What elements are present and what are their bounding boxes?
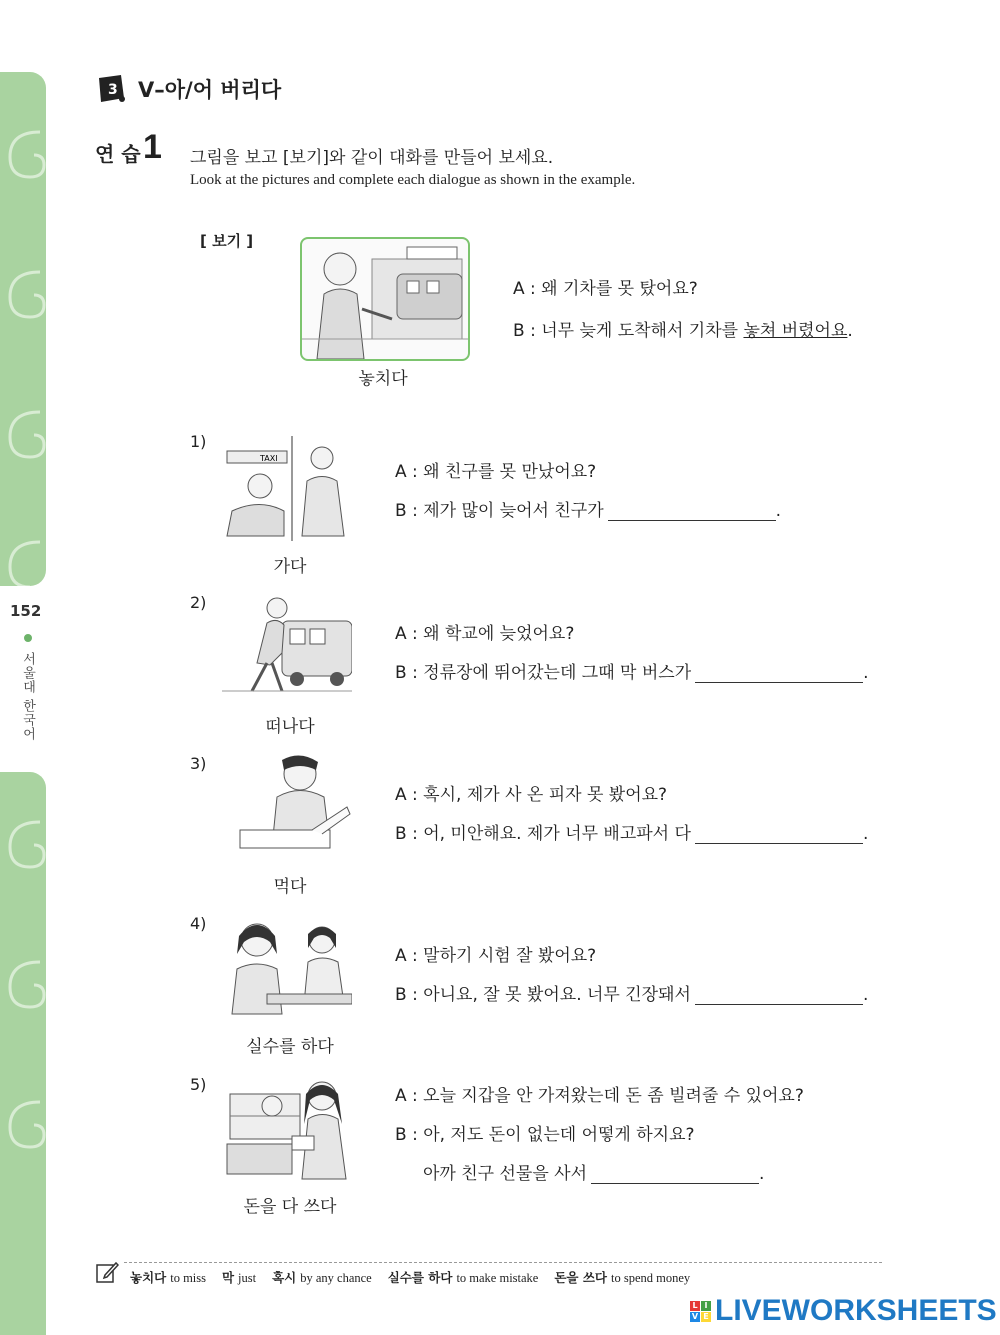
item-number: 3) — [190, 754, 207, 773]
vocab-en: by any chance — [300, 1271, 372, 1285]
instruction-english: Look at the pictures and complete each dialogue as shown in the example. — [190, 172, 636, 188]
example-line-a: A : 왜 기차를 못 탔어요? — [513, 279, 698, 299]
live-letter: L — [690, 1301, 700, 1311]
item-line-c-text: 아까 친구 선물을 사서 — [423, 1164, 588, 1184]
page-number: 152 — [10, 602, 42, 620]
vocab-divider — [124, 1262, 882, 1263]
answer-blank[interactable] — [608, 502, 776, 521]
item-line-b-text: B : 어, 미안해요. 제가 너무 배고파서 다 — [395, 824, 691, 844]
vocab-ko: 실수를 하다 — [387, 1270, 453, 1285]
example-answer: 놓쳐 버렸어요 — [743, 321, 848, 341]
liveworksheets-logo — [690, 1294, 997, 1328]
item-illustration-shopping — [222, 1074, 352, 1184]
item-illustration-exam — [222, 914, 352, 1024]
item-caption: 실수를 하다 — [246, 1037, 334, 1057]
live-letter: E — [701, 1312, 711, 1322]
vocab-en: just — [238, 1271, 257, 1285]
item-line-a: A : 왜 학교에 늦었어요? — [395, 624, 575, 644]
svg-text:3: 3 — [108, 82, 118, 98]
vocab-en: to spend money — [610, 1271, 691, 1285]
exercise-label: 연 습 — [95, 142, 141, 166]
item-number: 5) — [190, 1075, 207, 1094]
item-line-b: B : 아, 저도 돈이 없는데 어떻게 하지요? — [395, 1125, 695, 1145]
item-illustration-bus — [222, 593, 352, 703]
item-caption: 먹다 — [273, 877, 307, 897]
sidebar-tab-top — [0, 72, 46, 586]
vocab-ko: 돈을 쓰다 — [554, 1270, 607, 1285]
live-letter: I — [701, 1301, 711, 1311]
item-line-b-text: B : 제가 많이 늦어서 친구가 — [395, 501, 604, 521]
example-illustration-train-station — [300, 237, 470, 361]
live-badge — [690, 1301, 711, 1322]
section-brush-icon — [95, 72, 127, 104]
item-line-b-text: B : 아니요, 잘 못 봤어요. 너무 긴장돼서 — [395, 985, 691, 1005]
example-line-b — [513, 316, 853, 341]
example-line-b-prefix: B : 너무 늦게 도착해서 기차를 — [513, 321, 744, 341]
book-title: 서울대 한국어 — [20, 652, 35, 742]
item-caption: 떠나다 — [265, 717, 315, 737]
pencil-note-icon — [95, 1260, 119, 1284]
vocab-en: to miss — [170, 1271, 206, 1285]
example-line-b-suffix: . — [847, 321, 853, 341]
item-line-c: 아까 친구 선물을 사서 . — [423, 1164, 765, 1184]
item-caption: 돈을 다 쓰다 — [243, 1197, 337, 1217]
vocab-list — [130, 1268, 702, 1286]
item-number: 4) — [190, 914, 207, 933]
item-number: 1) — [190, 432, 207, 451]
example-caption: 놓치다 — [358, 369, 408, 389]
section-title: V–아/어 버리다 — [138, 78, 282, 102]
item-line-b: B : 아니요, 잘 못 봤어요. 너무 긴장돼서 . — [395, 985, 869, 1005]
answer-blank[interactable] — [695, 986, 863, 1005]
live-letter: V — [691, 1311, 699, 1321]
sidebar-dot — [24, 634, 32, 642]
svg-text:TAXI: TAXI — [260, 454, 278, 463]
vocab-ko: 혹시 — [272, 1270, 297, 1285]
vocab-ko: 놓치다 — [130, 1270, 167, 1285]
item-line-a: A : 혹시, 제가 사 온 피자 못 봤어요? — [395, 785, 668, 805]
item-line-b: B : 정류장에 뛰어갔는데 그때 막 버스가 . — [395, 663, 869, 683]
example-label: [ 보기 ] — [200, 232, 254, 250]
item-line-a: A : 왜 친구를 못 만났어요? — [395, 462, 597, 482]
item-line-a: A : 말하기 시험 잘 봤어요? — [395, 946, 597, 966]
answer-blank[interactable] — [591, 1165, 759, 1184]
instruction-korean: 그림을 보고 [보기]와 같이 대화를 만들어 보세요. — [190, 148, 554, 168]
item-line-b: B : 제가 많이 늦어서 친구가 . — [395, 501, 782, 521]
item-number: 2) — [190, 593, 207, 612]
item-caption: 가다 — [273, 557, 307, 577]
answer-blank[interactable] — [695, 825, 863, 844]
sidebar-tab-bottom — [0, 772, 46, 1335]
item-illustration-taxi — [222, 436, 352, 546]
answer-blank[interactable] — [695, 664, 863, 683]
vocab-ko: 막 — [221, 1270, 235, 1285]
exercise-number: 1 — [143, 128, 162, 166]
item-line-b: B : 어, 미안해요. 제가 너무 배고파서 다 . — [395, 824, 869, 844]
item-line-a: A : 오늘 지갑을 안 가져왔는데 돈 좀 빌려줄 수 있어요? — [395, 1086, 804, 1106]
vocab-en: to make mistake — [456, 1271, 539, 1285]
item-line-b-text: B : 정류장에 뛰어갔는데 그때 막 버스가 — [395, 663, 692, 683]
item-illustration-pizza — [222, 752, 352, 862]
brand-name: LIVEWORKSHEETS — [715, 1294, 997, 1327]
